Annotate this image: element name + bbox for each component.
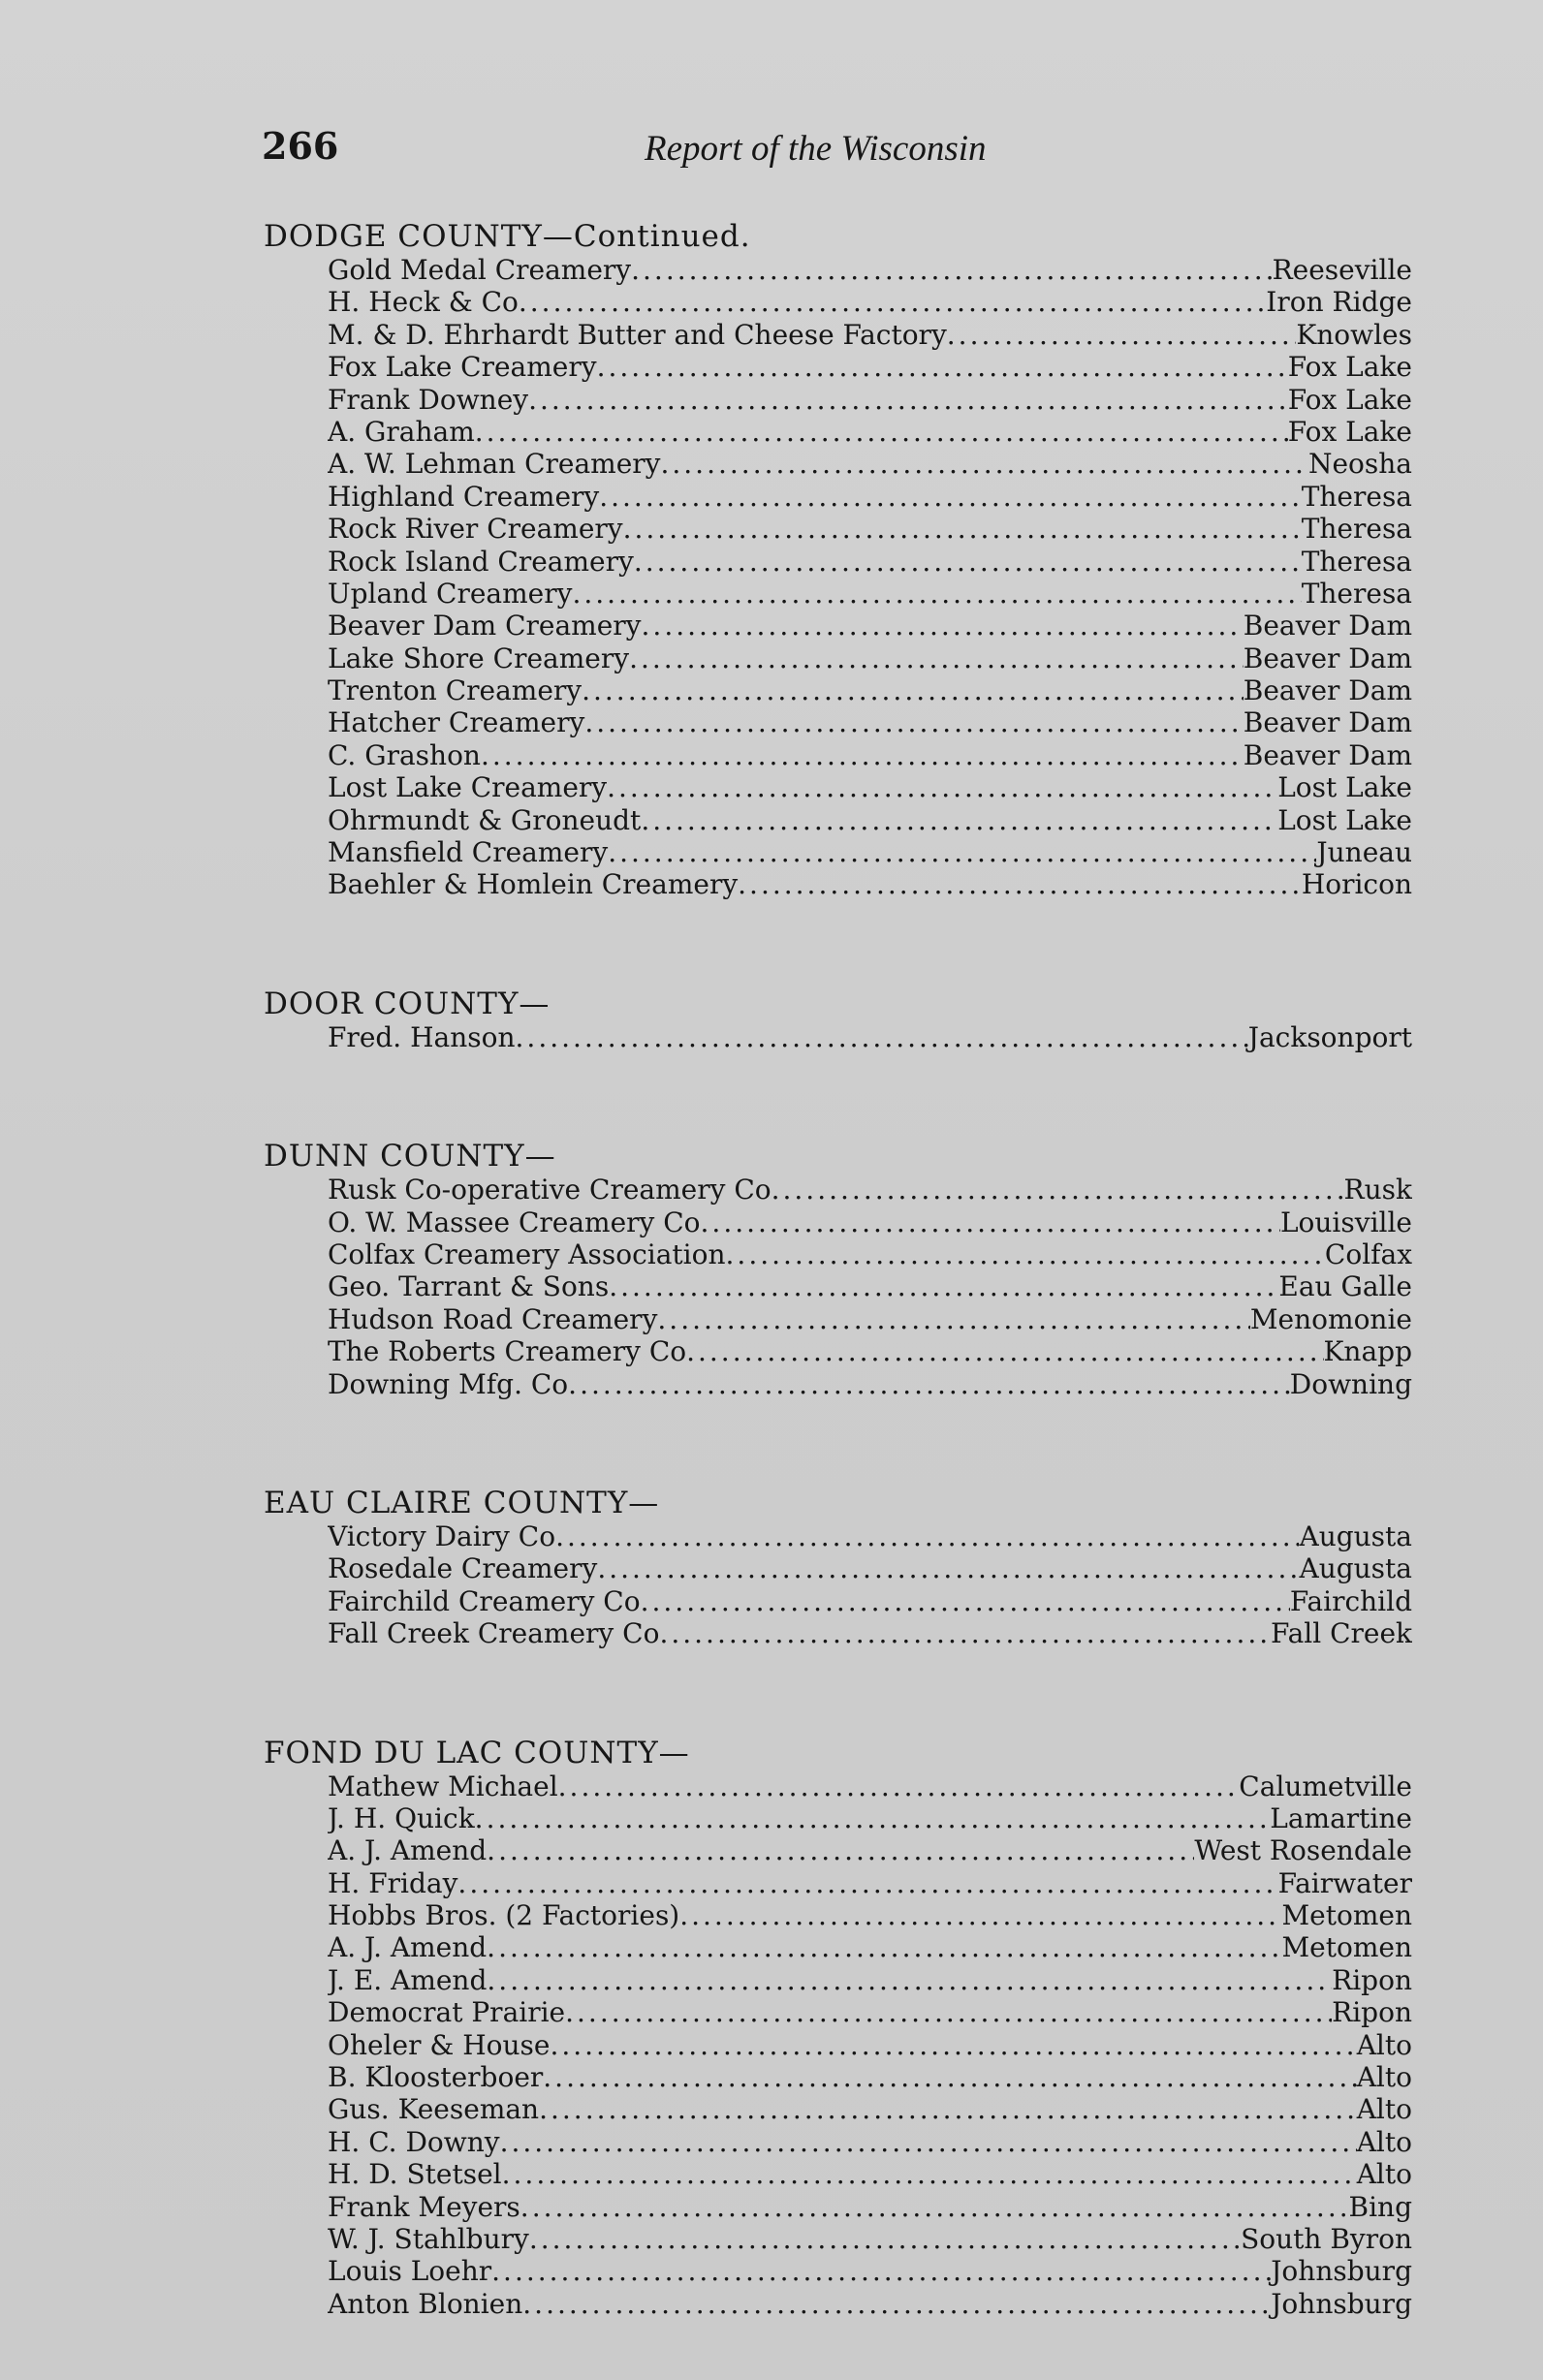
dot-leader <box>565 1996 1332 2028</box>
list-item <box>328 1617 1412 1649</box>
location-name: Fall Creek <box>1271 1617 1412 1650</box>
county-heading: FOND DU LAC COUNTY— <box>264 1735 690 1770</box>
location-name: Beaver Dam <box>1243 642 1412 674</box>
list-item <box>328 416 1412 448</box>
dot-leader <box>631 254 1272 286</box>
creamery-name: Rock Island Creamery <box>328 545 634 578</box>
location-name: Fox Lake <box>1287 415 1412 448</box>
location-name: Jacksonport <box>1247 1020 1412 1053</box>
dot-leader <box>481 739 1244 771</box>
list-item <box>328 1802 1412 1834</box>
creamery-name: Fred. Hanson <box>328 1020 516 1053</box>
creamery-name: Downing Mfg. Co <box>328 1367 569 1400</box>
location-name: Alto <box>1356 2028 1412 2061</box>
dot-leader <box>599 481 1301 513</box>
list-item <box>328 739 1412 771</box>
location-name: Fox Lake <box>1287 383 1412 416</box>
dot-leader <box>657 1303 1250 1335</box>
location-name: Fairwater <box>1277 1866 1412 1899</box>
creamery-name: Fall Creek Creamery Co <box>328 1617 660 1650</box>
list-item <box>328 319 1412 351</box>
county-heading: DODGE COUNTY—Continued. <box>264 219 751 254</box>
creamery-name: Fairchild Creamery Co <box>328 1584 641 1617</box>
creamery-name: B. Kloosterboer <box>328 2061 544 2094</box>
dot-leader <box>582 674 1244 706</box>
dot-leader <box>726 1238 1325 1270</box>
location-name: Alto <box>1356 2125 1412 2158</box>
location-name: Iron Ridge <box>1266 286 1412 319</box>
creamery-name: A. J. Amend <box>328 1931 488 1964</box>
creamery-name: Baehler & Homlein Creamery <box>328 868 739 901</box>
creamery-name: Mansfield Creamery <box>328 836 609 869</box>
location-name: Johnsburg <box>1271 2287 1412 2320</box>
location-name: Augusta <box>1299 1519 1412 1552</box>
list-item <box>328 1270 1412 1302</box>
location-name: West Rosendale <box>1194 1834 1412 1867</box>
location-name: Ripon <box>1332 1963 1412 1996</box>
location-name: Augusta <box>1299 1552 1412 1585</box>
list-item <box>328 2093 1412 2125</box>
list-item <box>328 448 1412 480</box>
list-item <box>328 1552 1412 1584</box>
list-item <box>328 868 1412 900</box>
list-item <box>328 642 1412 674</box>
list-item <box>328 1368 1412 1400</box>
creamery-name: Frank Downey <box>328 383 529 416</box>
creamery-name: Rock River Creamery <box>328 513 623 546</box>
list-item <box>328 2029 1412 2061</box>
list-item <box>328 1335 1412 1367</box>
dot-leader <box>555 1520 1299 1552</box>
creamery-name: Colfax Creamery Association <box>328 1237 726 1270</box>
list-item <box>328 1899 1412 1931</box>
creamery-name: O. W. Massee Creamery Co <box>328 1206 701 1238</box>
location-name: Theresa <box>1301 480 1412 513</box>
location-name: Theresa <box>1301 513 1412 546</box>
creamery-name: Trenton Creamery <box>328 674 583 707</box>
location-name: Colfax <box>1324 1237 1412 1270</box>
creamery-name: H. Friday <box>328 1866 458 1899</box>
county-section <box>264 1736 1412 2321</box>
creamery-name: Hatcher Creamery <box>328 706 585 739</box>
dot-leader <box>738 868 1302 900</box>
creamery-name: The Roberts Creamery Co <box>328 1335 687 1368</box>
page-header <box>262 124 1231 182</box>
list-item <box>328 706 1412 738</box>
dot-leader <box>659 1617 1271 1649</box>
county-section <box>264 1139 1412 1400</box>
county-section <box>264 986 1412 1053</box>
location-name: Bing <box>1348 2190 1412 2223</box>
location-name: Lost Lake <box>1277 803 1412 836</box>
creamery-name: H. C. Downy <box>328 2125 500 2158</box>
dot-leader <box>502 2158 1357 2190</box>
creamery-name: Victory Dairy Co <box>328 1519 556 1552</box>
list-item <box>328 1585 1412 1617</box>
dot-leader <box>550 2029 1356 2061</box>
location-name: Knapp <box>1323 1335 1412 1368</box>
creamery-name: Ohrmundt & Groneudt <box>328 803 642 836</box>
dot-leader <box>522 2288 1271 2320</box>
dot-leader <box>609 1270 1278 1302</box>
creamery-name: Highland Creamery <box>328 480 600 513</box>
creamery-name: Democrat Prairie <box>328 1996 566 2029</box>
dot-leader <box>629 642 1244 674</box>
dot-leader <box>701 1206 1280 1238</box>
location-name: Beaver Dam <box>1243 738 1412 771</box>
location-name: Alto <box>1356 2158 1412 2191</box>
list-item <box>328 2061 1412 2093</box>
dot-leader <box>634 546 1302 578</box>
location-name: Theresa <box>1301 577 1412 610</box>
list-item <box>328 1964 1412 1996</box>
location-name: Louisville <box>1279 1206 1412 1238</box>
location-name: Reeseville <box>1272 254 1412 286</box>
dot-leader <box>516 1021 1248 1053</box>
creamery-name: H. D. Stetsel <box>328 2158 502 2191</box>
location-name: Theresa <box>1301 545 1412 578</box>
dot-leader <box>597 351 1288 383</box>
dot-leader <box>686 1335 1323 1367</box>
location-name: Metomen <box>1281 1899 1412 1932</box>
dot-leader <box>539 2093 1357 2125</box>
list-item <box>328 610 1412 642</box>
list-item <box>328 254 1412 286</box>
dot-leader <box>641 1585 1290 1617</box>
dot-leader <box>543 2061 1356 2093</box>
list-item <box>328 674 1412 706</box>
location-name: Metomen <box>1281 1931 1412 1964</box>
creamery-name: Oheler & House <box>328 2028 551 2061</box>
creamery-name: Louis Loehr <box>328 2255 492 2288</box>
dot-leader <box>475 416 1288 448</box>
list-item <box>328 1996 1412 2028</box>
creamery-name: Gold Medal Creamery <box>328 254 632 286</box>
creamery-name: Geo. Tarrant & Sons <box>328 1270 610 1303</box>
location-name: Horicon <box>1301 868 1412 901</box>
location-name: Juneau <box>1316 836 1412 869</box>
creamery-name: A. J. Amend <box>328 1834 488 1867</box>
dot-leader <box>487 1964 1332 1996</box>
list-item <box>328 1238 1412 1270</box>
creamery-name: Beaver Dam Creamery <box>328 610 642 642</box>
location-name: Fox Lake <box>1287 351 1412 384</box>
location-name: Beaver Dam <box>1243 706 1412 739</box>
creamery-name: Hudson Road Creamery <box>328 1302 658 1335</box>
location-name: Alto <box>1356 2093 1412 2126</box>
location-name: Eau Galle <box>1278 1270 1412 1303</box>
creamery-name: W. J. Stahlbury <box>328 2222 529 2255</box>
creamery-name: Rosedale Creamery <box>328 1552 598 1585</box>
location-name: Ripon <box>1332 1996 1412 2029</box>
creamery-listing <box>264 219 1412 2320</box>
list-item <box>328 546 1412 578</box>
creamery-name: J. E. Amend <box>328 1963 488 1996</box>
dot-leader <box>679 1899 1281 1931</box>
creamery-name: C. Grashon <box>328 738 481 771</box>
list-item <box>328 351 1412 383</box>
list-item <box>328 384 1412 416</box>
creamery-name: Lost Lake Creamery <box>328 771 608 804</box>
location-name: Fairchild <box>1289 1584 1412 1617</box>
creamery-name: Frank Meyers <box>328 2190 520 2223</box>
list-item <box>328 804 1412 836</box>
dot-leader <box>947 319 1297 351</box>
dot-leader <box>500 2126 1357 2158</box>
dot-leader <box>568 1368 1290 1400</box>
list-item <box>328 1834 1412 1866</box>
location-name: Johnsburg <box>1271 2255 1412 2288</box>
list-item <box>328 578 1412 610</box>
creamery-name: Gus. Keeseman <box>328 2093 540 2126</box>
list-item <box>328 1867 1412 1899</box>
county-heading: DUNN COUNTY— <box>264 1139 556 1174</box>
list-item <box>328 2223 1412 2255</box>
list-item <box>328 2191 1412 2223</box>
list-item <box>328 1770 1412 1802</box>
dot-leader <box>475 1802 1271 1834</box>
creamery-name: J. H. Quick <box>328 1801 475 1834</box>
dot-leader <box>597 1552 1299 1584</box>
location-name: Menomonie <box>1249 1302 1412 1335</box>
dot-leader <box>623 513 1302 545</box>
location-name: Lamartine <box>1270 1801 1412 1834</box>
location-name: Beaver Dam <box>1243 610 1412 642</box>
county-section <box>264 219 1412 901</box>
list-item <box>328 836 1412 868</box>
location-name: Beaver Dam <box>1243 674 1412 707</box>
list-item <box>328 513 1412 545</box>
list-item <box>328 1174 1412 1206</box>
list-item <box>328 1520 1412 1552</box>
list-item <box>328 1303 1412 1335</box>
creamery-name: Fox Lake Creamery <box>328 351 597 384</box>
dot-leader <box>660 448 1307 480</box>
list-item <box>328 2158 1412 2190</box>
location-name: Calumetville <box>1239 1769 1412 1802</box>
dot-leader <box>641 804 1277 836</box>
dot-leader <box>572 578 1301 610</box>
county-heading: DOOR COUNTY— <box>264 986 551 1021</box>
creamery-name: Upland Creamery <box>328 577 573 610</box>
dot-leader <box>457 1867 1277 1899</box>
page-number: 266 <box>262 124 339 168</box>
list-item <box>328 2126 1412 2158</box>
location-name: Knowles <box>1296 318 1412 351</box>
dot-leader <box>608 836 1316 868</box>
list-item <box>328 1021 1412 1053</box>
creamery-name: A. W. Lehman Creamery <box>328 448 661 481</box>
creamery-name: Anton Blonien <box>328 2287 523 2320</box>
dot-leader <box>772 1174 1344 1206</box>
location-name: Lost Lake <box>1277 771 1412 804</box>
dot-leader <box>528 384 1288 416</box>
creamery-name: A. Graham <box>328 415 475 448</box>
dot-leader <box>584 706 1243 738</box>
creamery-name: Hobbs Bros. (2 Factories) <box>328 1899 680 1932</box>
location-name: Alto <box>1356 2061 1412 2094</box>
county-heading: EAU CLAIRE COUNTY— <box>264 1485 660 1520</box>
location-name: Downing <box>1289 1367 1412 1400</box>
list-item <box>328 1206 1412 1238</box>
creamery-name: Lake Shore Creamery <box>328 642 630 674</box>
location-name: Neosha <box>1307 448 1412 481</box>
creamery-name: Rusk Co-operative Creamery Co <box>328 1174 772 1206</box>
list-item <box>328 481 1412 513</box>
dot-leader <box>520 2191 1349 2223</box>
list-item <box>328 771 1412 803</box>
dot-leader <box>558 1770 1240 1802</box>
creamery-name: Mathew Michael <box>328 1769 558 1802</box>
dot-leader <box>519 286 1266 318</box>
list-item <box>328 2255 1412 2287</box>
dot-leader <box>607 771 1277 803</box>
dot-leader <box>487 1834 1194 1866</box>
list-item <box>328 2288 1412 2320</box>
dot-leader <box>491 2255 1271 2287</box>
creamery-name: M. & D. Ehrhardt Butter and Cheese Factory <box>328 318 947 351</box>
dot-leader <box>529 2223 1241 2255</box>
list-item <box>328 1931 1412 1963</box>
creamery-name: H. Heck & Co <box>328 286 519 319</box>
dot-leader <box>487 1931 1281 1963</box>
location-name: Rusk <box>1343 1174 1412 1206</box>
list-item <box>328 286 1412 318</box>
county-section <box>264 1486 1412 1650</box>
running-title: Report of the Wisconsin <box>645 129 987 169</box>
location-name: South Byron <box>1241 2222 1412 2255</box>
dot-leader <box>642 610 1244 642</box>
